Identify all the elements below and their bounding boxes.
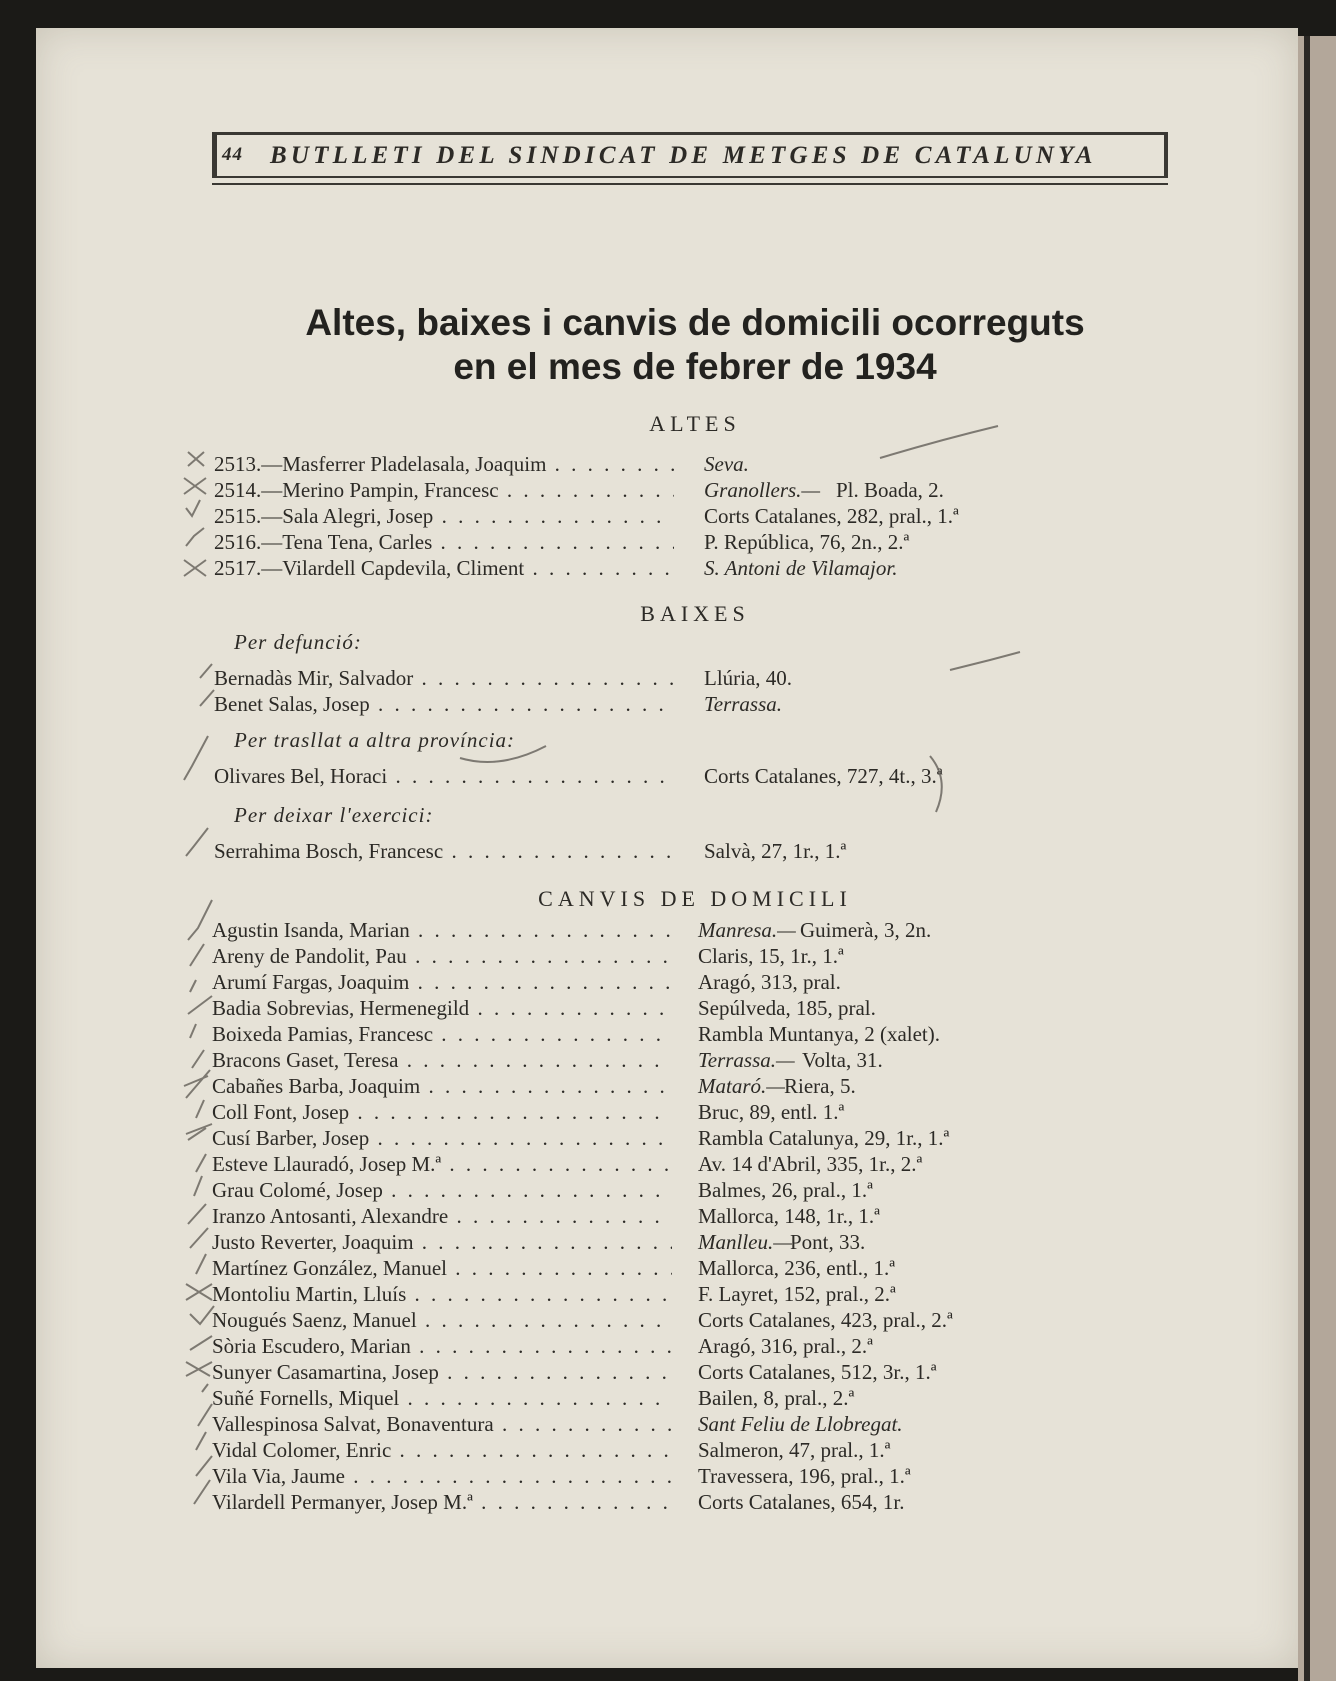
check-mark <box>188 1204 206 1224</box>
entry-name: 2513.—Masferrer Pladelasala, Joaquim . . . <box>214 452 674 477</box>
check-mark <box>200 664 212 678</box>
entry-address: Bruc, 89, entl. 1.ª <box>698 1100 845 1124</box>
section-heading-canvis: CANVIS DE DOMICILI <box>538 886 852 911</box>
page-title-line-1: Altes, baixes i canvis de domicili ocorreguts <box>305 302 1085 343</box>
entry-name: Vilardell Permanyer, Josep M.ª . . . <box>212 1490 672 1515</box>
check-mark <box>196 1100 204 1118</box>
entry-name: Cusí Barber, Josep . . . <box>212 1126 672 1151</box>
check-mark <box>190 1228 208 1248</box>
check-mark <box>184 478 206 494</box>
entry-address: Corts Catalanes, 282, pral., 1.ª <box>704 504 959 528</box>
group-label: Per deixar l'exercici: <box>234 803 434 827</box>
entry-place: Granollers.— <box>704 478 821 502</box>
entry-place: S. Antoni de Vilamajor. <box>704 556 898 580</box>
entry-place: Manresa.— <box>698 918 796 942</box>
section-heading-baixes: BAIXES <box>640 601 750 626</box>
check-mark <box>186 1284 212 1300</box>
check-mark <box>190 944 204 966</box>
group-label: Per trasllat a altra província: <box>234 728 516 752</box>
entry-name: 2515.—Sala Alegri, Josep . . . <box>214 504 674 529</box>
entry-name: Vallespinosa Salvat, Bonaventura . . . <box>212 1412 672 1437</box>
entry-address: F. Layret, 152, pral., 2.ª <box>698 1282 896 1306</box>
entry-address: Salmeron, 47, pral., 1.ª <box>698 1438 891 1462</box>
entry-name: Olivares Bel, Horaci . . . <box>214 764 674 789</box>
entry-place: Terrassa.— <box>698 1048 795 1072</box>
pencil-stroke <box>460 746 546 762</box>
entry-name: Coll Font, Josep . . . <box>212 1100 672 1125</box>
entry-name: Iranzo Antosanti, Alexandre . . . <box>212 1204 672 1229</box>
entry-name: Bernadàs Mir, Salvador . . . <box>214 666 674 691</box>
entry-name: Vidal Colomer, Enric . . . <box>212 1438 672 1463</box>
entry-address: Av. 14 d'Abril, 335, 1r., 2.ª <box>698 1152 923 1176</box>
entry-name: Montoliu Martin, Lluís . . . <box>212 1282 672 1307</box>
page-number: 44 <box>222 144 243 165</box>
entry-name: Agustin Isanda, Marian . . . <box>212 918 672 943</box>
entry-address: Guimerà, 3, 2n. <box>800 918 932 942</box>
entry-name: Nougués Saenz, Manuel . . . <box>212 1308 672 1333</box>
entry-address: Sepúlveda, 185, pral. <box>698 996 876 1020</box>
section-heading-altes: ALTES <box>649 411 741 436</box>
entry-address: Rambla Muntanya, 2 (xalet). <box>698 1022 941 1046</box>
check-mark <box>198 1404 212 1426</box>
pencil-stroke <box>930 756 942 812</box>
check-mark <box>194 1176 202 1196</box>
page-title-line-2: en el mes de febrer de 1934 <box>453 346 937 387</box>
check-mark <box>196 1254 206 1274</box>
entry-address: Bailen, 8, pral., 2.ª <box>698 1386 855 1410</box>
running-head-title: BUTLLETI DEL SINDICAT DE METGES DE CATALUNYA <box>270 142 1097 169</box>
check-mark <box>188 452 204 466</box>
entry-name: Grau Colomé, Josep . . . <box>212 1178 672 1203</box>
entry-name: Justo Reverter, Joaquim . . . <box>212 1230 672 1255</box>
entry-name: Suñé Fornells, Miquel . . . <box>212 1386 672 1411</box>
entry-name: Cabañes Barba, Joaquim . . . <box>212 1074 672 1099</box>
entry-name: Vila Via, Jaume . . . <box>212 1464 672 1489</box>
entry-name: Benet Salas, Josep . . . <box>214 692 674 717</box>
entry-name: 2514.—Merino Pampin, Francesc . . . <box>214 478 674 503</box>
entry-address: Llúria, 40. <box>704 666 793 690</box>
entry-address: Pl. Boada, 2. <box>836 478 944 502</box>
check-mark <box>194 1480 210 1504</box>
entry-place: Manlleu.— <box>698 1230 792 1254</box>
entry-address: Riera, 5. <box>784 1074 856 1098</box>
entry-name: Sunyer Casamartina, Josep . . . <box>212 1360 672 1385</box>
entry-address: Aragó, 316, pral., 2.ª <box>698 1334 873 1358</box>
entry-address: Salvà, 27, 1r., 1.ª <box>704 839 847 863</box>
entry-name: Bracons Gaset, Teresa . . . <box>212 1048 672 1073</box>
entry-name: Badia Sobrevias, Hermenegild . . . <box>212 996 672 1021</box>
pencil-stroke <box>880 426 998 458</box>
group-label: Per defunció: <box>234 630 362 654</box>
check-mark <box>190 1306 214 1324</box>
entry-name: Boixeda Pamias, Francesc . . . <box>212 1022 672 1047</box>
check-mark <box>186 500 200 516</box>
entry-name: Sòria Escudero, Marian . . . <box>212 1334 672 1359</box>
entry-address: Claris, 15, 1r., 1.ª <box>698 944 844 968</box>
check-mark <box>196 1154 206 1172</box>
entry-address: P. República, 76, 2n., 2.ª <box>704 530 910 554</box>
entry-address: Aragó, 313, pral. <box>698 970 841 994</box>
check-mark <box>184 736 208 780</box>
entry-name: Esteve Llauradó, Josep M.ª . . . <box>212 1152 672 1177</box>
entry-address: Corts Catalanes, 512, 3r., 1.ª <box>698 1360 937 1384</box>
pencil-stroke <box>950 652 1020 670</box>
check-mark <box>186 528 204 546</box>
entry-name: Areny de Pandolit, Pau . . . <box>212 944 672 969</box>
entry-address: Pont, 33. <box>790 1230 866 1254</box>
entry-address: Mallorca, 236, entl., 1.ª <box>698 1256 896 1280</box>
check-mark <box>196 1432 206 1450</box>
entry-place: Terrassa. <box>704 692 783 716</box>
entry-address: Corts Catalanes, 654, 1r. <box>698 1490 905 1514</box>
check-mark <box>196 1456 212 1476</box>
entry-address: Travessera, 196, pral., 1.ª <box>698 1464 911 1488</box>
entry-place: Seva. <box>704 452 749 476</box>
entry-address: Balmes, 26, pral., 1.ª <box>698 1178 873 1202</box>
check-mark <box>188 900 212 940</box>
check-mark <box>188 996 212 1014</box>
entry-name: 2517.—Vilardell Capdevila, Climent . . . <box>214 556 674 581</box>
entry-place: Mataró.— <box>698 1074 785 1098</box>
check-mark <box>190 1336 212 1350</box>
check-mark <box>190 980 196 992</box>
check-mark <box>192 1050 204 1068</box>
check-mark <box>186 828 208 856</box>
entry-address: Volta, 31. <box>802 1048 883 1072</box>
entry-address: Corts Catalanes, 727, 4t., 3.ª <box>704 764 943 788</box>
entry-address: Mallorca, 148, 1r., 1.ª <box>698 1204 880 1228</box>
entry-name: Martínez González, Manuel . . . <box>212 1256 672 1281</box>
entry-address: Corts Catalanes, 423, pral., 2.ª <box>698 1308 953 1332</box>
entry-address: Rambla Catalunya, 29, 1r., 1.ª <box>698 1126 950 1150</box>
check-mark <box>190 1024 196 1038</box>
check-mark <box>186 1124 212 1140</box>
entry-name: 2516.—Tena Tena, Carles . . . <box>214 530 674 555</box>
entry-name: Serrahima Bosch, Francesc . . . <box>214 839 674 864</box>
entry-name: Arumí Fargas, Joaquim . . . <box>212 970 672 995</box>
check-mark <box>200 690 214 706</box>
check-mark <box>184 560 206 576</box>
check-mark <box>202 1384 208 1392</box>
entry-place: Sant Feliu de Llobregat. <box>698 1412 903 1436</box>
check-mark <box>186 1362 212 1376</box>
check-mark <box>184 1070 210 1098</box>
